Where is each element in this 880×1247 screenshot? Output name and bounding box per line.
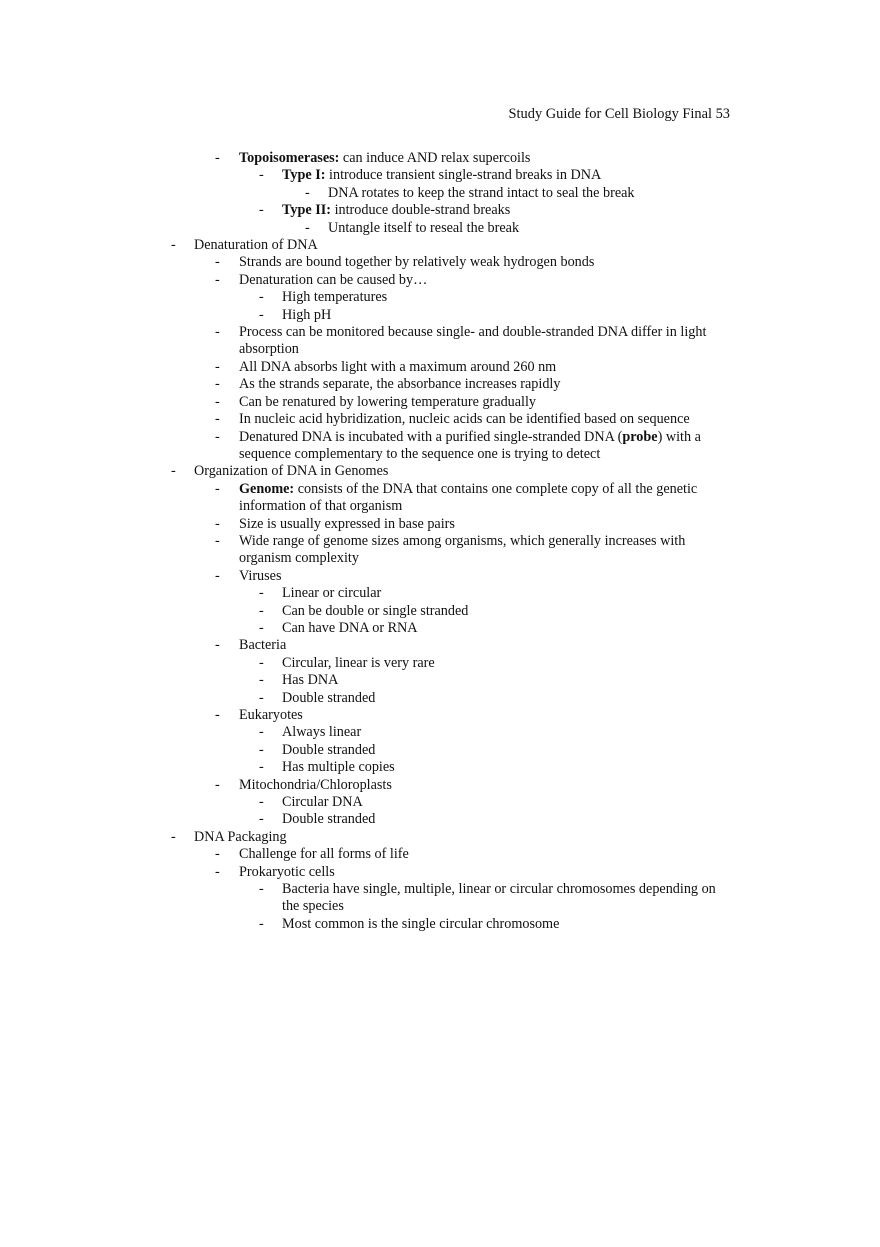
bullet-dash: - — [259, 202, 264, 219]
item-text: Can be double or single stranded — [282, 602, 469, 619]
item-text: Linear or circular — [282, 585, 382, 602]
item-text: introduce transient single-strand breaks in DNA — [325, 167, 602, 184]
item-text: Double stranded — [282, 741, 376, 758]
list-item — [0, 289, 732, 306]
list-item — [0, 533, 730, 568]
bullet-dash: - — [215, 776, 220, 793]
bullet-dash: - — [259, 881, 264, 898]
bullet-dash: - — [305, 184, 310, 201]
bullet-dash: - — [215, 637, 220, 654]
list-item — [0, 881, 732, 916]
list-item — [0, 655, 732, 672]
item-text: Viruses — [239, 567, 282, 584]
item-text: introduce double-strand breaks — [331, 202, 511, 219]
list-item — [0, 603, 732, 620]
section-heading-organization — [0, 463, 880, 480]
item-text: All DNA absorbs light with a maximum around 260 nm — [239, 358, 557, 375]
list-item — [0, 794, 732, 811]
list-item — [0, 359, 730, 376]
item-text: ) with a sequence complementary to the sequence one is trying to detect — [239, 428, 701, 462]
list-item — [0, 916, 732, 933]
item-text: High temperatures — [282, 289, 388, 306]
bullet-dash: - — [259, 289, 264, 306]
bullet-dash: - — [215, 376, 220, 393]
bullet-dash: - — [215, 271, 220, 288]
bullet-dash: - — [259, 794, 264, 811]
bullet-dash: - — [215, 428, 220, 445]
bullet-dash: - — [215, 254, 220, 271]
bullet-dash: - — [259, 724, 264, 741]
item-text: Untangle itself to reseal the break — [328, 219, 520, 236]
item-text: Most common is the single circular chromosome — [282, 915, 560, 932]
bullet-dash: - — [259, 619, 264, 636]
list-item-type-2 — [0, 202, 732, 219]
item-text: In nucleic acid hybridization, nucleic acids can be identified based on sequence — [239, 411, 690, 428]
item-text: Mitochondria/Chloroplasts — [239, 776, 392, 793]
list-item — [0, 185, 880, 202]
item-text: Wide range of genome sizes among organisms, which generally increases with organism complexity — [239, 532, 686, 567]
list-item — [0, 846, 730, 863]
bullet-dash: - — [259, 672, 264, 689]
bullet-dash: - — [259, 811, 264, 828]
list-item-type-1 — [0, 167, 732, 184]
bullet-dash: - — [215, 707, 220, 723]
item-text: DNA Packaging — [194, 828, 287, 845]
bullet-dash: - — [215, 532, 220, 549]
item-text: can induce AND relax supercoils — [339, 150, 531, 166]
list-item-prokaryotic — [0, 864, 730, 881]
list-item — [0, 620, 732, 637]
item-text: Circular, linear is very rare — [282, 654, 435, 671]
list-item — [0, 724, 732, 741]
bullet-dash: - — [171, 828, 176, 845]
item-text: Denaturation can be caused by… — [239, 271, 428, 288]
term-genome: Genome: — [239, 480, 295, 497]
bullet-dash: - — [259, 602, 264, 619]
bullet-dash: - — [171, 237, 176, 254]
item-text: Eukaryotes — [239, 707, 303, 723]
item-text: Size is usually expressed in base pairs — [239, 515, 455, 532]
bullet-dash: - — [215, 324, 220, 341]
list-item — [0, 742, 732, 759]
item-text: Organization of DNA in Genomes — [194, 463, 389, 480]
item-text: Circular DNA — [282, 794, 363, 811]
item-text: Double stranded — [282, 689, 376, 706]
item-text: Denaturation of DNA — [194, 237, 318, 254]
bullet-dash: - — [259, 741, 264, 758]
bullet-dash: - — [215, 393, 220, 410]
bullet-dash: - — [305, 219, 310, 236]
bullet-dash: - — [215, 863, 220, 880]
term-type-2: Type II: — [282, 202, 332, 219]
item-text: Challenge for all forms of life — [239, 846, 409, 863]
list-item-genome — [0, 481, 730, 516]
list-item — [0, 672, 732, 689]
bullet-dash: - — [259, 689, 264, 706]
item-text: Denatured DNA is incubated with a purified single-stranded DNA ( — [239, 428, 623, 445]
list-item — [0, 272, 730, 289]
list-item — [0, 811, 732, 828]
page-header: Study Guide for Cell Biology Final 53 — [508, 106, 730, 122]
item-text: Can have DNA or RNA — [282, 619, 418, 636]
list-item-topoisomerases — [0, 150, 730, 167]
item-text: DNA rotates to keep the strand intact to seal the break — [328, 184, 635, 201]
item-text: Has DNA — [282, 672, 339, 689]
bullet-dash: - — [259, 915, 264, 932]
list-item — [0, 516, 730, 533]
item-text: As the strands separate, the absorbance increases rapidly — [239, 376, 561, 393]
bullet-dash: - — [215, 515, 220, 532]
list-item — [0, 585, 732, 602]
item-text: Can be renatured by lowering temperature gradually — [239, 393, 537, 410]
section-heading-denaturation — [0, 237, 880, 254]
list-item — [0, 376, 730, 393]
list-item — [0, 307, 732, 324]
list-item-eukaryotes — [0, 707, 730, 724]
list-item — [0, 394, 730, 411]
item-text: Prokaryotic cells — [239, 863, 335, 880]
list-item-bacteria — [0, 637, 730, 654]
term-topoisomerases: Topoisomerases: — [239, 150, 340, 166]
term-type-1: Type I: — [282, 167, 326, 184]
item-text: Double stranded — [282, 811, 376, 828]
bullet-dash: - — [259, 654, 264, 671]
list-item — [0, 220, 880, 237]
list-item-viruses — [0, 568, 730, 585]
bullet-dash: - — [171, 463, 176, 480]
bullet-dash: - — [215, 480, 220, 497]
outline — [0, 150, 880, 933]
list-item-probe — [0, 429, 730, 464]
item-text: consists of the DNA that contains one complete copy of all the genetic information of that organism — [239, 480, 698, 515]
bullet-dash: - — [259, 306, 264, 323]
item-text: Has multiple copies — [282, 759, 395, 776]
list-item — [0, 254, 730, 271]
list-item — [0, 324, 730, 359]
item-text: High pH — [282, 306, 332, 323]
bullet-dash: - — [215, 411, 220, 428]
item-text: Always linear — [282, 724, 362, 741]
bullet-dash: - — [215, 358, 220, 375]
term-probe: probe — [622, 428, 658, 445]
list-item — [0, 690, 732, 707]
item-text: Bacteria have single, multiple, linear or circular chromosomes depending on the species — [282, 881, 716, 915]
bullet-dash: - — [215, 150, 220, 166]
bullet-dash: - — [215, 567, 220, 584]
bullet-dash: - — [259, 167, 264, 184]
list-item-mitochondria — [0, 777, 730, 794]
item-text: Process can be monitored because single- and double-stranded DNA differ in light absorption — [239, 324, 707, 358]
list-item — [0, 411, 730, 428]
item-text: Bacteria — [239, 637, 287, 654]
list-item — [0, 759, 732, 776]
bullet-dash: - — [215, 846, 220, 863]
section-heading-packaging — [0, 829, 880, 846]
bullet-dash: - — [259, 759, 264, 776]
item-text: Strands are bound together by relatively weak hydrogen bonds — [239, 254, 595, 271]
bullet-dash: - — [259, 585, 264, 602]
